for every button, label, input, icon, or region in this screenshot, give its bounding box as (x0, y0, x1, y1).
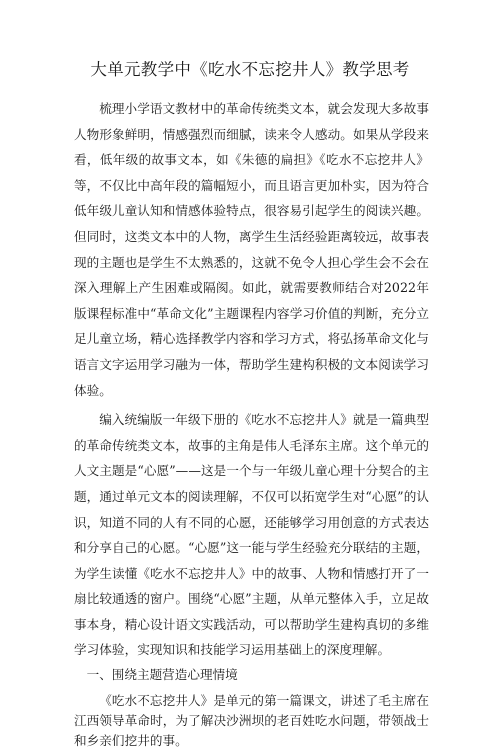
section-paragraph: 《吃水不忘挖井人》是单元的第一篇课文，讲述了毛主席在江西领导革命时，为了解决沙洲坝的老百姓吃水问题，带领战士和乡亲们挖井的事。 (74, 693, 429, 749)
body-paragraph-1: 梳理小学语文教材中的革命传统类文本，就会发现大多故事人物形象鲜明，情感强烈而细腻，读来令人感动。如果从学段来看，低年级的故事文本，如《朱德的扁担》《吃水不忘挖井人》等，不仅比中高年段的篇幅短小，而且语言更加朴实，因为符合低年级儿童认知和情感体验特点，很容易引起学生的阅读兴趣。但同时，这类文本中的人物，离学生生活经验距离较远，故事表现的主题也是学生不太熟悉的，这就不免令人担心学生会不会在深入理解上产生困难或隔阂。如此，就需要教师结合对2022年版课程标准中“革命文化”主题课程内容学习价值的判断，充分立足儿童立场，精心选择教学内容和学习方式，将弘扬革命文化与语言文字运用学习融为一体，帮助学生建构积极的文本阅读学习体验。 (74, 101, 429, 398)
document-title: 大单元教学中《吃水不忘挖井人》教学思考 (90, 60, 410, 79)
document-body (74, 96, 429, 751)
body-paragraph-2: 编入统编版一年级下册的《吃水不忘挖井人》就是一篇典型的革命传统类文本，故事的主角是伟人毛泽东主席。这个单元的人文主题是“心愿”——这是一个与一年级儿童心理十分契合的主题，通过单元文本的阅读理解，不仅可以拓宽学生对“心愿”的认识，知道不同的人有不同的心愿，还能够学习用创意的方式表达和分享自己的心愿。“心愿”这一能与学生经验充分联结的主题，为学生读懂《吃水不忘挖井人》中的故事、人物和情感打开了一扇比较通透的窗户。围绕“心愿”主题，从单元整体入手，立足故事本身，精心设计语文实践活动，可以帮助学生建构真切的多维学习体验，实现知识和技能学习运用基础上的深度理解。 (74, 412, 429, 658)
section-heading: 一、围绕主题营造心理情境 (86, 667, 238, 683)
